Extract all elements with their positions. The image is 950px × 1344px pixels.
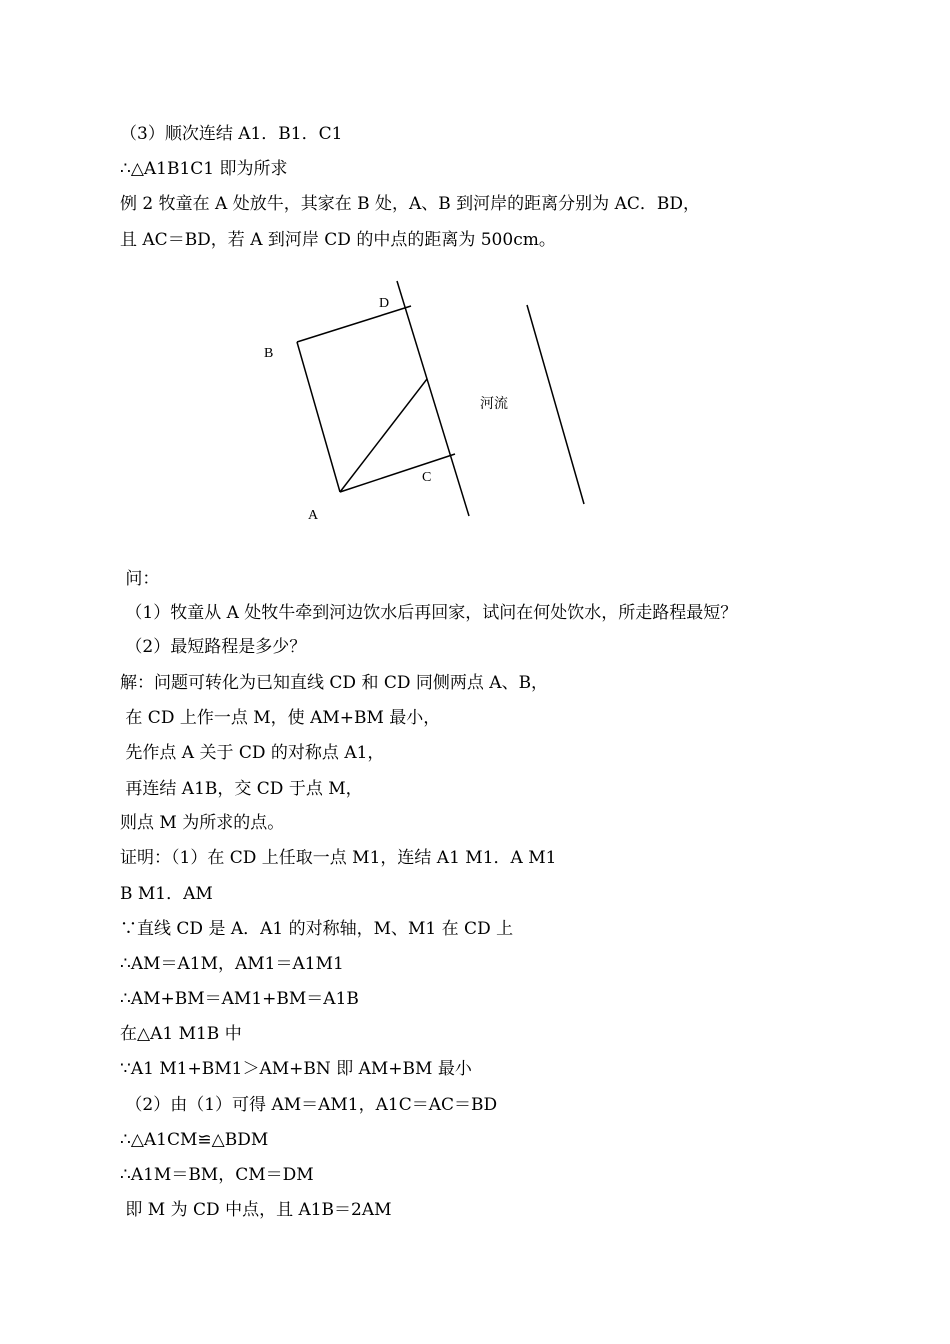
text-line: ∵A1 M1+BM1＞AM+BN 即 AM+BM 最小 (120, 1059, 472, 1079)
text-line: （2）由（1）可得 AM＝AM1，A1C＝AC＝BD (120, 1095, 498, 1115)
segment-bd (297, 306, 411, 342)
text-line: 例 2 牧童在 A 处放牛，其家在 B 处，A、B 到河岸的距离分别为 AC．BD， (120, 194, 700, 214)
label-a: A (308, 508, 319, 523)
text-line: 在 CD 上作一点 M，使 AM+BM 最小， (120, 708, 441, 728)
label-river: 河流 (480, 397, 508, 412)
text-line: （2）最短路程是多少？ (120, 637, 307, 657)
segment-ac (340, 454, 455, 492)
text-line: ∴A1M＝BM，CM＝DM (120, 1165, 314, 1185)
text-line: ∵直线 CD 是 A．A1 的对称轴，M、M1 在 CD 上 (120, 919, 514, 939)
segment-a-midpoint (340, 379, 427, 492)
text-line: （3）顺次连结 A1．B1．C1 (120, 124, 343, 144)
label-b: B (264, 346, 274, 361)
text-line: ∴AM＝A1M，AM1＝A1M1 (120, 954, 344, 974)
label-d: D (379, 296, 390, 311)
text-line: 且 AC＝BD，若 A 到河岸 CD 的中点的距离为 500cm。 (120, 230, 556, 250)
text-line: B M1．AM (120, 884, 213, 904)
text-line: 再连结 A1B，交 CD 于点 M， (120, 779, 363, 799)
river-bank-line (397, 281, 469, 516)
river-far-bank-line (527, 305, 584, 504)
text-line: 证明：（1）在 CD 上任取一点 M1，连结 A1 M1．A M1 (120, 848, 557, 868)
text-line: 则点 M 为所求的点。 (120, 813, 285, 833)
text-line: ∴AM+BM＝AM1+BM＝A1B (120, 989, 359, 1009)
text-line: 解：问题可转化为已知直线 CD 和 CD 同侧两点 A、B， (120, 673, 549, 693)
text-line: （1）牧童从 A 处牧牛牵到河边饮水后再回家，试问在何处饮水，所走路程最短？ (120, 603, 738, 623)
text-line: ∴△A1CM≌△BDM (120, 1130, 269, 1150)
text-line: 即 M 为 CD 中点，且 A1B＝2AM (120, 1200, 392, 1220)
text-line: ∴△A1B1C1 即为所求 (120, 159, 288, 179)
label-c: C (422, 470, 432, 485)
segment-ba (297, 342, 340, 492)
text-line: 问： (120, 569, 160, 589)
text-line: 在△A1 M1B 中 (120, 1024, 242, 1044)
text-line: 先作点 A 关于 CD 的对称点 A1， (120, 743, 385, 763)
